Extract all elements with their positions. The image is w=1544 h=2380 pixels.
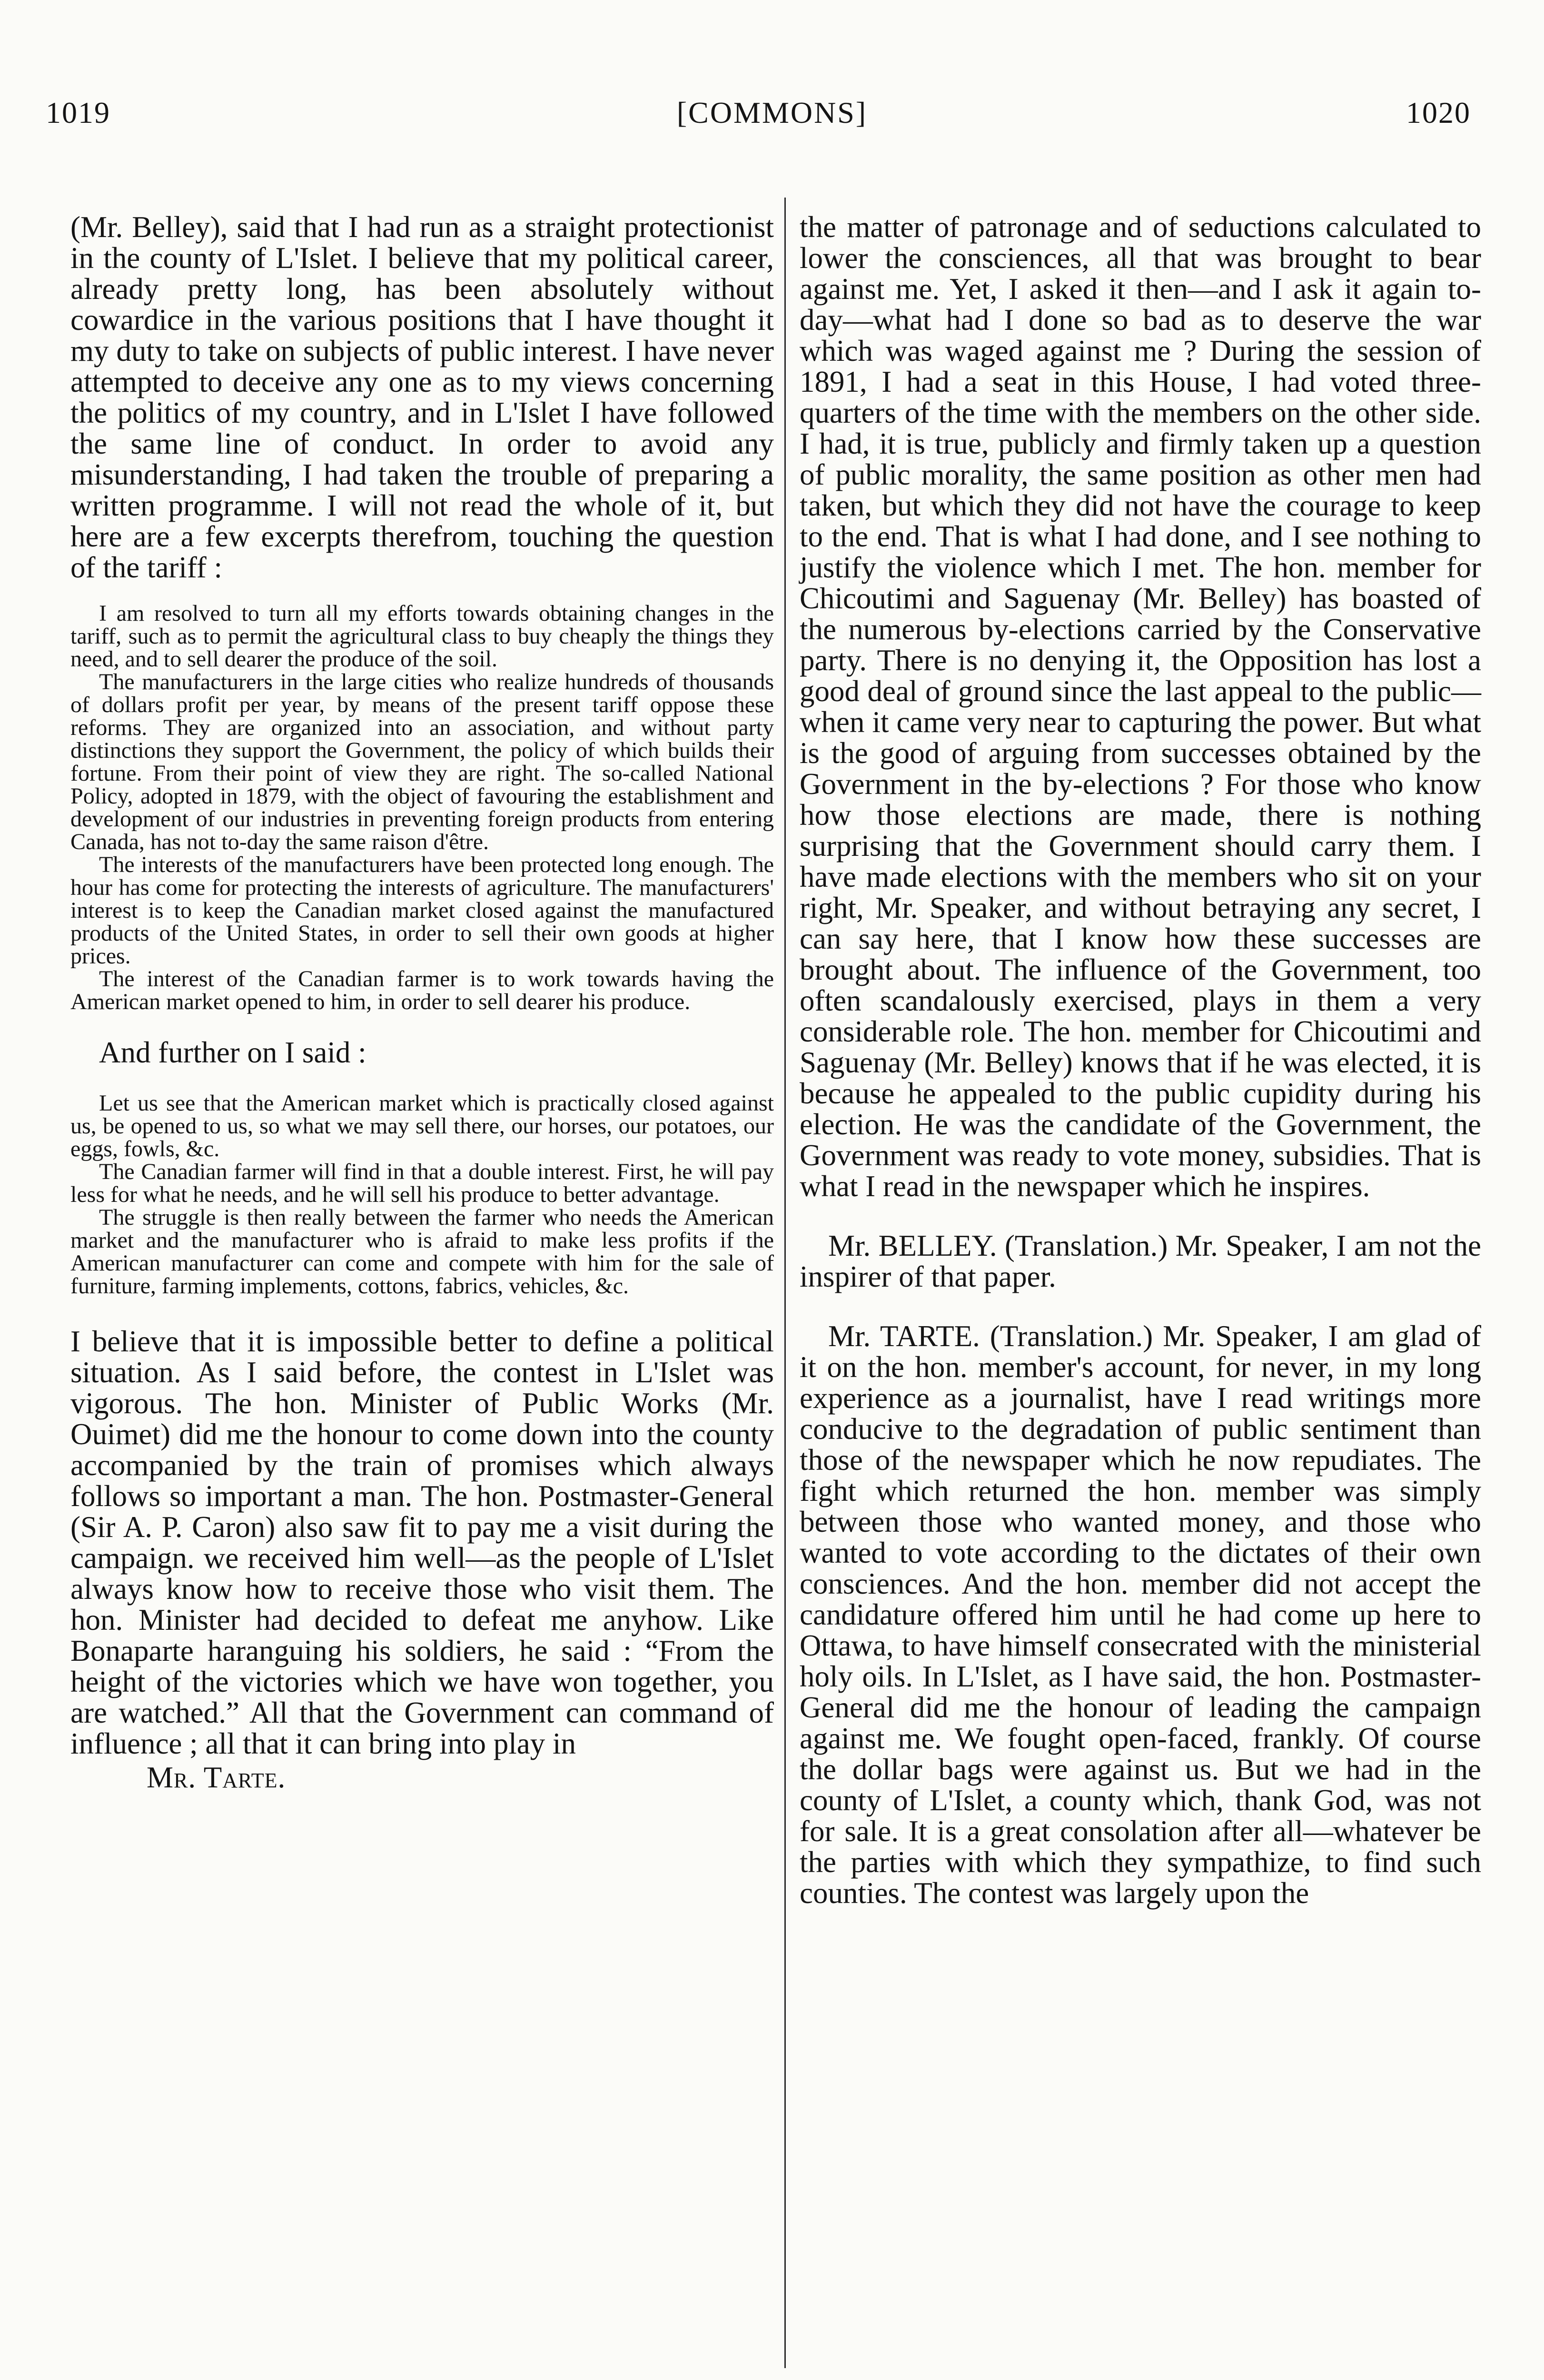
closing-paragraph: I believe that it is impossible better to define a political situation. As I said before, the contest in L'Islet was vigorous. The hon. Minister of Public Works (Mr. Ouimet) did me the honour to come down into the county accompanied by the train of promises which always follows so important a man. The hon. Postmaster-General (Sir A. P. Caron) also saw fit to pay me a visit during the campaign. we received him well—as the people of L'Islet always know how to receive those who visit them. The hon. Minister had decided to defeat me anyhow. Like Bonaparte haranguing his soldiers, he said : “From the height of the victories which we have won together, you are watched.” All that the Government can command of influence ; all that it can bring into play in <box>70 1325 774 1760</box>
opening-paragraph: (Mr. Belley), said that I had run as a straight protectionist in the county of L'Islet. I believe that my political career, already pretty long, has been absolutely without cowardice in the various positions that I have thought it my duty to take on subjects of public interest. I have never attempted to deceive any one as to my views concerning the politics of my country, and in L'Islet I have followed the same line of conduct. In order to avoid any misunderstanding, I had taken the trouble of preparing a written programme. I will not read the whole of it, but here are a few excerpts therefrom, touching the question of the tariff : <box>70 210 774 584</box>
quote-paragraph: The interests of the manufacturers have been protected long enough. The hour has come for protecting the interests of agriculture. The manufacturers' interest is to keep the Canadian market closed against the manufactured products of the United States, in order to sell their own goods at higher prices. <box>70 852 774 969</box>
belley-remark: Mr. BELLEY. (Translation.) Mr. Speaker, I am not the inspirer of that paper. <box>800 1229 1481 1293</box>
quote-paragraph: The manufacturers in the large cities who realize hundreds of thousands of dollars profit per year, by means of the present tariff oppose these reforms. They are organized into an association, and without party distinctions they support the Government, the policy of which builds their fortune. From their point of view they are right. The so-called National Policy, adopted in 1879, with the object of favouring the establishment and development of our industries in preventing foreign products from entering Canada, has not to-day the same raison d'être. <box>70 669 774 854</box>
continuation-paragraph: the matter of patronage and of seductions calculated to lower the consciences, all that was brought to bear against me. Yet, I asked it then—and I ask it again to-day—what had I done so bad as to deserve the war which was waged against me ? During the session of 1891, I had a seat in this House, I had voted three-quarters of the time with the members on the other side. I had, it is true, publicly and firmly taken up a question of public morality, the same position as other men had taken, but which they did not have the courage to keep to the end. That is what I had done, and I see nothing to justify the violence which I met. The hon. member for Chicoutimi and Saguenay (Mr. Belley) has boasted of the numerous by-elections carried by the Conservative party. There is no denying it, the Opposition has lost a good deal of ground since the last appeal to the public—when it came very near to capturing the power. But what is the good of arguing from successes obtained by the Government in the by-elections ? For those who know how those elections are made, there is nothing surprising that the Government should carry them. I have made elections with the members who sit on your right, Mr. Speaker, and without betraying any secret, I can say here, that I know how these successes are brought about. The influence of the Government, too often scandalously exercised, plays in them a very considerable role. The hon. member for Chicoutimi and Saguenay (Mr. Belley) knows that if he was elected, it is because he appealed to the public cupidity during his election. He was the candidate of the Government, the Government was ready to vote money, subsidies. That is what I read in the newspaper which he inspires. <box>800 210 1481 1203</box>
left-column <box>70 212 774 1793</box>
quote-paragraph: The struggle is then really between the farmer who needs the American market and the manufacturer who is afraid to make less profits if the American manufacturer can come and compete with him for the sale of furniture, farming implements, cottons, fabrics, vehicles, &c. <box>70 1205 774 1299</box>
quote-paragraph: I am resolved to turn all my efforts towards obtaining changes in the tariff, such as to permit the agricultural class to buy cheaply the things they need, and to sell dearer the produce of the soil. <box>70 601 774 672</box>
right-column <box>800 212 1481 1909</box>
page-header <box>0 95 1544 138</box>
quote-paragraph: The Canadian farmer will find in that a double interest. First, he will pay less for what he needs, and he will sell his produce to better advantage. <box>70 1159 774 1207</box>
programme-excerpt-1 <box>70 602 774 1013</box>
programme-excerpt-2 <box>70 1092 774 1298</box>
quote-paragraph: Let us see that the American market which is practically closed against us, be opened to us, so what we may sell there, our horses, our potatoes, our eggs, fowls, &c. <box>70 1091 774 1161</box>
speaker-signoff: Mr. Tarte. <box>147 1761 286 1794</box>
running-title: [COMMONS] <box>676 96 868 129</box>
quote-paragraph: The interest of the Canadian farmer is to work towards having the American market opened to him, in order to sell dearer his produce. <box>70 966 774 1014</box>
column-divider <box>784 198 786 2368</box>
page-number-right: 1020 <box>1406 96 1471 129</box>
page-number-left: 1019 <box>46 96 110 129</box>
tarte-remark: Mr. TARTE. (Translation.) Mr. Speaker, I am glad of it on the hon. member's account, for never, in my long experience as a journalist, have I read writings more conducive to the degradation of public sentiment than those of the newspaper which he now repudiates. The fight which returned the hon. member was simply between those who wanted money, and those who wanted to vote according to the dictates of their own consciences. And the hon. member did not accept the candidature offered him until he had come up here to Ottawa, to have himself consecrated with the ministerial holy oils. In L'Islet, as I have said, the hon. Postmaster-General did me the honour of leading the campaign against me. We fought open-faced, frankly. Of course the dollar bags were against us. But we had in the county of L'Islet, a county which, thank God, was not for sale. It is a great consolation after all—whatever be the parties with which they sympathize, to find such counties. The contest was largely upon the <box>800 1319 1481 1910</box>
bridge-line: And further on I said : <box>99 1036 366 1069</box>
